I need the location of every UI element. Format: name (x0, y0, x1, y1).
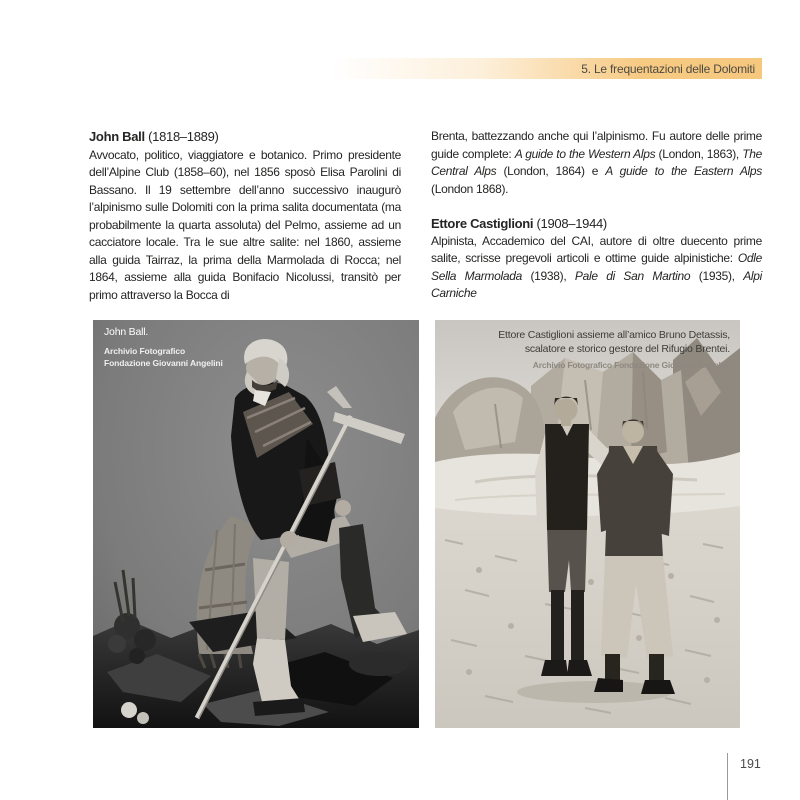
caption-credit: Archivio Fotografico Fondazione Giovanni Angelini (532, 360, 730, 370)
text-run: (1935), (690, 268, 744, 283)
john-ball-bio-continuation (431, 128, 762, 198)
book-title: Pale di San Martino (574, 268, 691, 283)
john-ball-name: John Ball (89, 129, 145, 144)
photo-caption-castiglioni (498, 329, 730, 373)
castiglioni-name: Ettore Castiglioni (431, 216, 534, 231)
caption-title: John Ball. (104, 326, 149, 338)
text-run: (London, 1864) e (496, 164, 606, 178)
photo-caption-john-ball (104, 326, 223, 369)
john-ball-heading (89, 129, 219, 144)
text-run: Brenta, battezzando anche qui l’alpinismo. Fu autore delle prime guide complete: (431, 129, 762, 161)
text-run: (London, 1863), (655, 146, 743, 161)
photo-john-ball (93, 320, 419, 728)
caption-line: scalatore e storico gestore del Rifugio Brentei. (524, 342, 730, 355)
castiglioni-bio (431, 233, 762, 303)
column-right (431, 128, 762, 303)
caption-line: Ettore Castiglioni assieme all’amico Bruno Detassis, (498, 329, 730, 341)
text-run: (1938), (522, 268, 575, 283)
caption-credit (104, 346, 223, 369)
john-ball-bio: Avvocato, politico, viaggiatore e botanico. Primo presidente dell’Alpine Club (1858–60), nel 1856 sposò Elisa Parolini di Bassano. Il 19 settembre dell’anno successivo inaugurò l’alpinismo sulle Dolomiti con la prima salita documentata (ma probabilmente la quarta assoluta) del Pelmo, assieme ad un cacciatore locale. Tra le sue altre salite: nel 1860, assieme alla guida Tairraz, la prima della Marmolada di Rocca; nel 1864, assieme alla guida Bonifacio Nicolussi, transitò per primo attraverso la Bocca di (89, 147, 401, 302)
chapter-header-label: 5. Le frequentazioni delle Dolomiti (581, 61, 755, 76)
credit-line: Fondazione Giovanni Angelini (104, 357, 223, 368)
page-number-rule (727, 753, 728, 800)
john-ball-dates: (1818–1889) (144, 129, 219, 144)
castiglioni-heading (431, 215, 762, 233)
chapter-header-band (331, 58, 762, 79)
book-title: Alpi Carniche (431, 268, 763, 300)
column-left (89, 128, 401, 304)
scree-slope (435, 506, 740, 728)
castiglioni-dates: (1908–1944) (533, 216, 607, 231)
credit-line: Archivio Fotografico (104, 346, 186, 356)
page-number: 191 (740, 757, 761, 771)
book-title: A guide to the Eastern Alps (605, 164, 762, 178)
text-run: Alpinista, Accademico del CAI, autore di oltre duecento prime salite, scrisse pregevoli articoli e ottime guide alpinistiche: (431, 233, 762, 265)
book-title: A guide to the Western Alps (514, 146, 656, 161)
john-ball-portrait-illustration (93, 320, 419, 728)
book-title: The Central Alps (431, 146, 762, 178)
photo-castiglioni-detassis (435, 320, 740, 728)
book-title: Odle Sella Marmolada (431, 251, 762, 283)
castiglioni-photo-illustration (435, 320, 740, 728)
text-run: (London 1868). (431, 181, 509, 196)
